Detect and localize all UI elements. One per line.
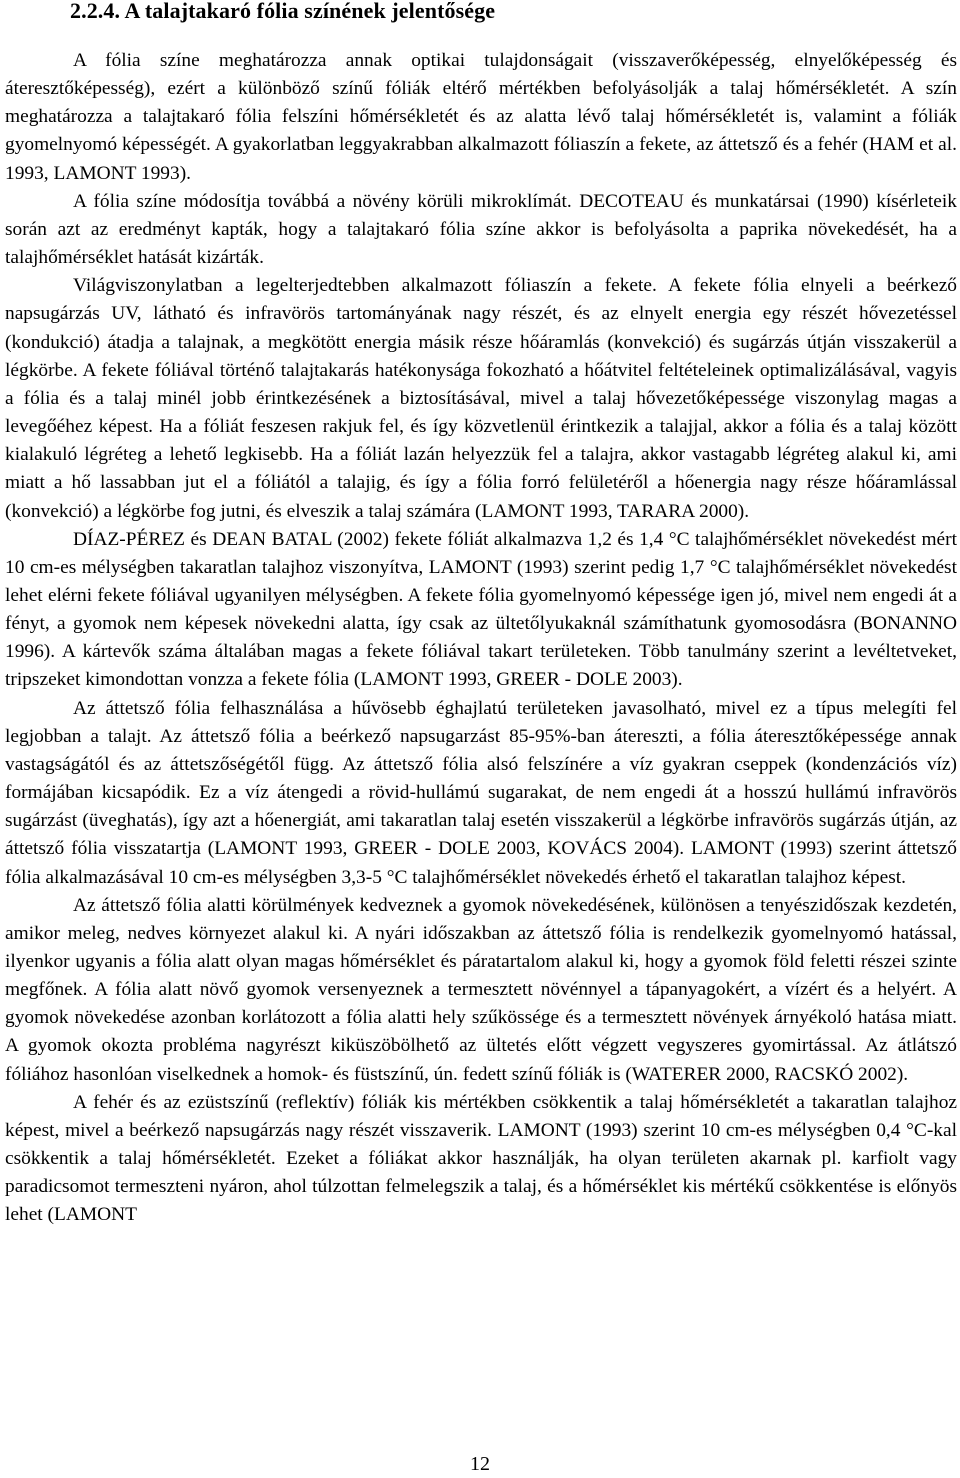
paragraph-5: Az áttetsző fólia felhasználása a hűvösebb éghajlatú területeken javasolható, mivel ez a típus melegíti fel legjobban a talajt. Az áttetsző fólia a beérkező napsugarzást 85-95%-ban átereszti, a fólia áteresztőképessége annak vastagságától és az áttetszőségétől függ. Az áttetsző fólia alsó felszínére a víz gyakran cseppek (kondenzációs víz) formájában kicsapódik. Ez a víz átengedi a rövid-hullámú sugarakat, de nem engedi át a hosszú hullámú infravörös sugárzást (üveghatás), így azt a hőenergiát, ami takaratlan talaj esetén visszakerül a légkörbe infravörös sugárzás útján, az áttetsző fólia visszatartja (LAMONT 1993, GREER - DOLE 2003, KOVÁCS 2004). LAMONT (1993) szerint áttetsző fólia alkalmazásával 10 cm-es mélységben 3,3-5 °C talajhőmérséklet növekedés érhető el takaratlan talajhoz képest. xyxy=(5,697,957,888)
paragraph-1: A fólia színe meghatározza annak optikai tulajdonságait (visszaverőképesség, elnyelőképesség és áteresztőképesség), ezért a különböző színű fóliák eltérő mértékben befolyásolják a talaj hőmérsékletét. A szín meghatározza a talajtakaró fólia felszíni hőmérsékletét és az alatta lévő talaj hőmérsékletét is, valamint a fóliák gyomelnyomó képességét. A gyakorlatban leggyakrabban alkalmazott fóliaszín a fekete, az áttetsző és a fehér (HAM et al. 1993, LAMONT 1993). xyxy=(5,50,957,184)
paragraph-6: Az áttetsző fólia alatti körülmények kedveznek a gyomok növekedésének, különösen a tenyészidőszak kezdetén, amikor meleg, nedves környezet alakul ki. A nyári időszakban az áttetsző fólia is rendelkezik gyomelnyomó hatással, ilyenkor ugyanis a fólia alatt olyan magas hőmérséklet és páratartalom alakul ki, hogy a gyomok föld feletti részei szinte megfőnek. A fólia alatt növő gyomok versenyeznek a termesztett növénnyel a tápanyagokért, a vízért és a helyért. A gyomok növekedése azonban korlátozott a fólia alatti hely szűkössége és a termesztett növények árnyékoló hatása miatt. A gyomok okozta probléma nagyrészt kiküszöbölhető az ültetés előtt végzett vegyszeres gyomirtással. Az átlátszó fóliához hasonlóan viselkednek a homok- és füstszínű, ún. fedett színű fóliák is (WATERER 2000, RACSKÓ 2002). xyxy=(5,894,957,1085)
paragraph-4: DÍAZ-PÉREZ és DEAN BATAL (2002) fekete fóliát alkalmazva 1,2 és 1,4 °C talajhőmérséklet növekedést mért 10 cm-es mélységben takaratlan talajhoz viszonyítva, LAMONT (1993) szerint pedig 1,7 °C talajhőmérséklet növekedést lehet elérni fekete fóliával ugyanilyen mélységben. A fekete fólia gyomelnyomó képessége igen jó, mivel nem engedi át a fényt, a gyomok nem képesek növekedni alatta, így csak az ültetőlyukaknál számíthatunk gyomosodásra (BONANNO 1996). A kártevők száma általában magas a fekete fóliával takart területeken. Több tanulmány szerint a levéltetveket, tripszeket kimondottan vonzza a fekete fólia (LAMONT 1993, GREER - DOLE 2003). xyxy=(5,528,957,691)
paragraph-7: A fehér és az ezüstszínű (reflektív) fóliák kis mértékben csökkentik a talaj hőmérsékletét a takaratlan talajhoz képest, mivel a beérkező napsugárzás nagy részét visszaverik. LAMONT (1993) szerint 10 cm-es mélységben 0,4 °C-kal csökkentik a talaj hőmérsékletét. Ezeket a fóliákat akkor használják, ha olyan területen akarnak pl. karfiolt vagy paradicsomot termeszteni nyáron, ahol túlzottan felmelegszik a talaj, és a hőmérséklet kis mértékű csökkentése is előnyös lehet (LAMONT xyxy=(5,1091,957,1226)
section-heading: 2.2.4. A talajtakaró fólia színének jelentősége xyxy=(70,0,496,23)
paragraph-3: Világviszonylatban a legelterjedtebben alkalmazott fóliaszín a fekete. A fekete fólia elnyeli a beérkező napsugárzás UV, látható és infravörös tartományának nagy részét, és az elnyelt energia egy részét hővezetéssel (kondukció) átadja a talajnak, a megkötött energia másik része hőáramlás (konvekció) és sugárzás útján visszakerül a légkörbe. A fekete fóliával történő talajtakarás hatékonysága fokozható a hőátvitel feltételeinek optimalizálásával, vagyis a fólia és a talaj minél jobb érintkezésének a biztosításával, mivel a talaj hővezetőképessége viszonylag magas a levegőéhez képest. Ha a fóliát feszesen rakjuk fel, és így közvetlenül érintkezik a talajjal, akkor a fólia és a talaj között kialakuló légréteg a lehető legkisebb. Ha a fóliát lazán helyezzük fel a talajra, akkor vastagabb légréteg alakul ki, ami miatt a hő lassabban jut el a fóliától a talajig, és így a fólia forró felületéről a hőenergia nagy része hőáramlással (konvekció) a légkörbe fog jutni, és elveszik a talaj számára (LAMONT 1993, TARARA 2000). xyxy=(5,275,957,522)
paragraph-2: A fólia színe módosítja továbbá a növény körüli mikroklímát. DECOTEAU és munkatársai (1990) kísérleteik során azt az eredményt kapták, hogy a talajtakaró fólia színe akkor is befolyásolta a paprika növekedését, ha a talajhőmérséklet hatását kizárták. xyxy=(5,190,957,269)
body-text xyxy=(5,47,957,1230)
page-number: 12 xyxy=(470,1453,490,1475)
